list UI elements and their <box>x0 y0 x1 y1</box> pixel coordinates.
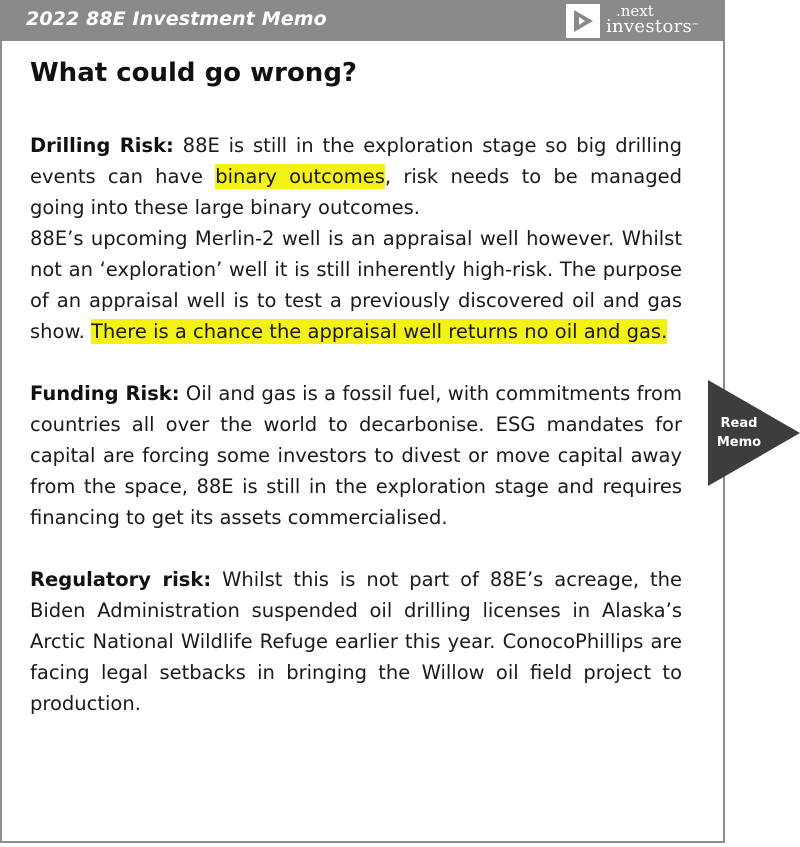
regulatory-risk-text: Whilst this is not part of 88E’s acreage, the Biden Administration suspended oil drilling licenses in Alaska’s Arctic National Wildlife Refuge earlier this year. ConocoPhillips are facing legal setbacks in bringing the Willow oil field project to production. <box>30 568 682 715</box>
drilling-risk-text-2: , risk needs to be managed going into these large binary outcomes. <box>30 165 682 219</box>
read-memo-button[interactable] <box>708 380 800 486</box>
drilling-risk-paragraph <box>30 130 682 223</box>
read-memo-line-1: Read <box>720 416 758 431</box>
drilling-risk-label: Drilling Risk: <box>30 134 174 157</box>
page-heading: What could go wrong? <box>30 58 358 88</box>
drilling-risk-text-1: 88E is still in the exploration stage so big drilling events can have <box>30 134 682 188</box>
play-arrow-icon <box>566 4 600 38</box>
funding-risk-text: Oil and gas is a fossil fuel, with commitments from countries all over the world to decarbonise. ESG mandates for capital are forcing some investors to divest or move capital away from the space, 88E is still in the exploration stage and requires financing to get its assets commercialised. <box>30 382 682 529</box>
next-investors-logo[interactable] <box>566 4 716 38</box>
read-memo-label <box>708 414 770 452</box>
logo-wordmark <box>606 2 716 37</box>
regulatory-risk-label: Regulatory risk: <box>30 568 212 591</box>
funding-risk-label: Funding Risk: <box>30 382 180 405</box>
read-memo-line-2: Memo <box>716 435 762 450</box>
binary-outcomes-highlight: binary outcomes <box>215 165 385 188</box>
logo-line-next: .next <box>616 2 654 20</box>
header-bar <box>0 0 725 41</box>
memo-body <box>30 130 682 719</box>
appraisal-risk-highlight: There is a chance the appraisal well returns no oil and gas. <box>91 320 668 343</box>
funding-risk-paragraph <box>30 378 682 533</box>
logo-line-investors: investors <box>606 16 693 37</box>
memo-title: 2022 88E Investment Memo <box>26 8 327 30</box>
merlin-well-text: 88E’s upcoming Merlin-2 well is an appraisal well however. Whilst not an ‘exploration’ well it is still inherently high-risk. The purpose of an appraisal well is to test a previously discovered oil and gas show. <box>30 227 682 343</box>
merlin-well-paragraph <box>30 223 682 347</box>
regulatory-risk-paragraph <box>30 564 682 719</box>
logo-trademark: ™ <box>692 22 700 30</box>
